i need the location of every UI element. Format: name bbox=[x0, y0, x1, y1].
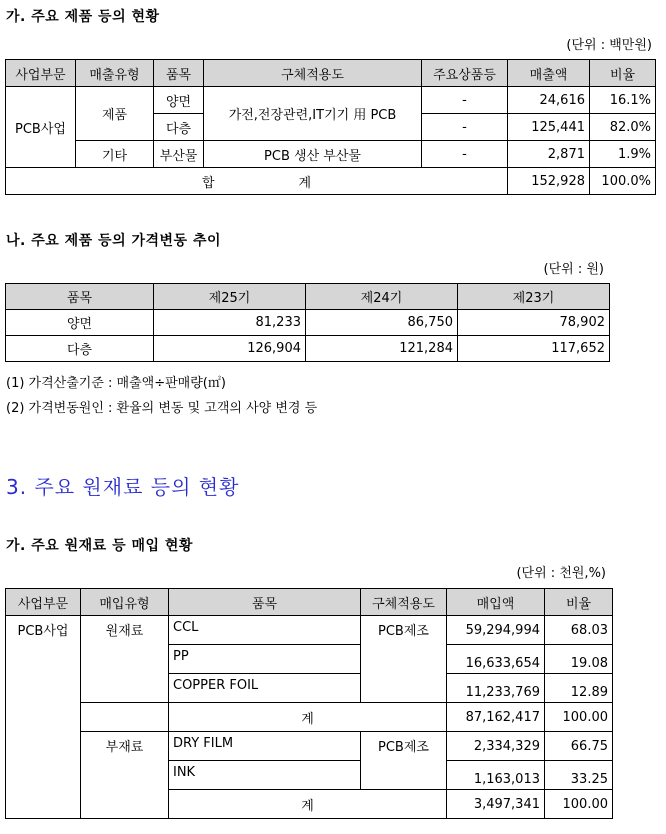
total-sales: 152,928 bbox=[508, 168, 590, 195]
products-table bbox=[5, 59, 656, 195]
brand-cell: - bbox=[422, 114, 508, 141]
section-heading-products: 가. 주요 제품 등의 현황 bbox=[6, 9, 160, 25]
col-header-term23: 제23기 bbox=[458, 284, 610, 310]
price-header-row bbox=[6, 284, 610, 310]
total-label-part2: 계 bbox=[298, 175, 312, 191]
blank-cell bbox=[81, 703, 169, 732]
price-term24: 121,284 bbox=[306, 336, 458, 362]
col-header-term24: 제24기 bbox=[306, 284, 458, 310]
raw-item: COPPER FOIL bbox=[169, 674, 361, 703]
sub-subtotal-label: 계 bbox=[169, 790, 447, 819]
price-term25: 81,233 bbox=[154, 310, 306, 336]
price-trend-table bbox=[5, 283, 610, 362]
price-item: 양면 bbox=[6, 310, 154, 336]
purchase-type-sub: 부재료 bbox=[81, 732, 169, 819]
raw-ratio: 19.08 bbox=[545, 645, 613, 674]
sub-subtotal-ratio: 100.00 bbox=[545, 790, 613, 819]
sub-amount: 2,334,329 bbox=[447, 732, 545, 761]
note-price-cause: (2) 가격변동원인 : 환율의 변동 및 고객의 사양 변경 등 bbox=[6, 401, 318, 416]
raw-subtotal-ratio: 100.00 bbox=[545, 703, 613, 732]
sub-item: INK bbox=[169, 761, 361, 790]
brand-cell: - bbox=[422, 141, 508, 168]
subtotal-row bbox=[6, 703, 613, 732]
usage-main: 가전,전장관련,IT기기 用 PCB bbox=[204, 87, 422, 141]
ratio-byproduct: 1.9% bbox=[590, 141, 656, 168]
raw-subtotal-amount: 87,162,417 bbox=[447, 703, 545, 732]
products-header-row bbox=[6, 60, 656, 87]
section-heading-price-trend: 나. 주요 제품 등의 가격변동 추이 bbox=[6, 233, 221, 249]
col-header-sales: 매출액 bbox=[508, 60, 590, 87]
col-header-brand: 주요상품등 bbox=[422, 60, 508, 87]
col-header-ratio: 비율 bbox=[590, 60, 656, 87]
raw-amount: 59,294,994 bbox=[447, 616, 545, 645]
purchase-type-raw: 원재료 bbox=[81, 616, 169, 703]
item-multi: 다층 bbox=[154, 114, 204, 141]
col-header-amount: 매입액 bbox=[447, 589, 545, 616]
price-item: 다층 bbox=[6, 336, 154, 362]
raw-item: PP bbox=[169, 645, 361, 674]
col-header-ratio: 비율 bbox=[545, 589, 613, 616]
section-title-raw-materials: 3. 주요 원재료 등의 현황 bbox=[6, 475, 240, 499]
usage-byproduct: PCB 생산 부산물 bbox=[204, 141, 422, 168]
price-term23: 78,902 bbox=[458, 310, 610, 336]
sub-amount: 1,163,013 bbox=[447, 761, 545, 790]
total-label bbox=[6, 168, 508, 195]
sub-item: DRY FILM bbox=[169, 732, 361, 761]
table-row bbox=[6, 310, 610, 336]
ratio-double: 16.1% bbox=[590, 87, 656, 114]
col-header-item: 품목 bbox=[154, 60, 204, 87]
raw-subtotal-label: 계 bbox=[169, 703, 447, 732]
table-row bbox=[6, 141, 656, 168]
price-term23: 117,652 bbox=[458, 336, 610, 362]
sub-ratio: 33.25 bbox=[545, 761, 613, 790]
sales-type-product: 제품 bbox=[76, 87, 154, 141]
ratio-multi: 82.0% bbox=[590, 114, 656, 141]
raw-item: CCL bbox=[169, 616, 361, 645]
table-row bbox=[6, 732, 613, 761]
purchases-table bbox=[5, 588, 613, 819]
col-header-term25: 제25기 bbox=[154, 284, 306, 310]
section-heading-purchases: 가. 주요 원재료 등 매입 현황 bbox=[6, 538, 193, 554]
total-row bbox=[6, 168, 656, 195]
usage-raw: PCB제조 bbox=[361, 616, 447, 703]
sales-type-other: 기타 bbox=[76, 141, 154, 168]
purchases-header-row bbox=[6, 589, 613, 616]
col-header-item: 품목 bbox=[6, 284, 154, 310]
col-header-division: 사업부문 bbox=[6, 589, 81, 616]
raw-amount: 11,233,769 bbox=[447, 674, 545, 703]
usage-sub: PCB제조 bbox=[361, 732, 447, 790]
note-price-basis: (1) 가격산출기준 : 매출액÷판매량(㎡) bbox=[6, 376, 226, 391]
sub-ratio: 66.75 bbox=[545, 732, 613, 761]
price-term25: 126,904 bbox=[154, 336, 306, 362]
sales-byproduct: 2,871 bbox=[508, 141, 590, 168]
table-row bbox=[6, 616, 613, 645]
sales-multi: 125,441 bbox=[508, 114, 590, 141]
sub-subtotal-amount: 3,497,341 bbox=[447, 790, 545, 819]
unit-label-products: (단위 : 백만원) bbox=[566, 38, 652, 53]
sales-double: 24,616 bbox=[508, 87, 590, 114]
table-row bbox=[6, 336, 610, 362]
table-row bbox=[6, 87, 656, 114]
division-cell: PCB사업 bbox=[6, 87, 76, 168]
brand-cell: - bbox=[422, 87, 508, 114]
col-header-usage: 구체적용도 bbox=[204, 60, 422, 87]
division-cell: PCB사업 bbox=[6, 616, 81, 819]
raw-amount: 16,633,654 bbox=[447, 645, 545, 674]
price-term24: 86,750 bbox=[306, 310, 458, 336]
col-header-usage: 구체적용도 bbox=[361, 589, 447, 616]
col-header-item: 품목 bbox=[169, 589, 361, 616]
col-header-purchase-type: 매입유형 bbox=[81, 589, 169, 616]
item-double: 양면 bbox=[154, 87, 204, 114]
total-label-part1: 합 bbox=[201, 175, 215, 191]
total-ratio: 100.0% bbox=[590, 168, 656, 195]
raw-ratio: 68.03 bbox=[545, 616, 613, 645]
col-header-division: 사업부문 bbox=[6, 60, 76, 87]
unit-label-price: (단위 : 원) bbox=[543, 262, 604, 277]
item-byproduct: 부산물 bbox=[154, 141, 204, 168]
unit-label-purchases: (단위 : 천원,%) bbox=[516, 566, 606, 581]
col-header-sales-type: 매출유형 bbox=[76, 60, 154, 87]
raw-ratio: 12.89 bbox=[545, 674, 613, 703]
